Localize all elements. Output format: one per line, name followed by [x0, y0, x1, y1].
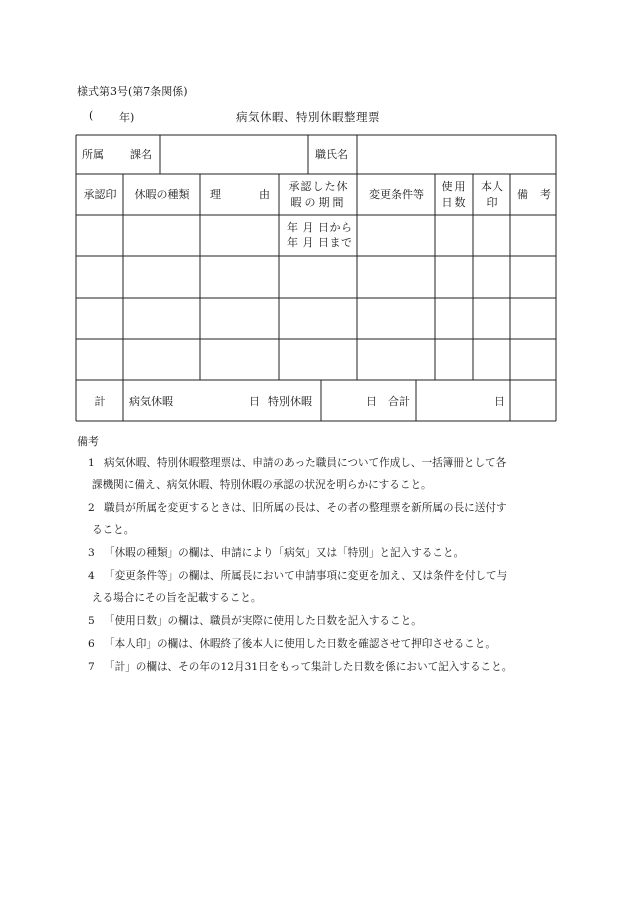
- header-days-used-2: 日数: [441, 196, 468, 209]
- year-open-paren: (: [89, 109, 94, 122]
- name-label: 職氏名: [315, 148, 348, 161]
- header-personal-seal-2: 印: [486, 196, 498, 209]
- total-sick-leave-label: 病気休暇: [129, 395, 173, 408]
- note-text: 「変更条件等」の欄は、所属長において申請事項に変更を加え、又は条件を付して与: [104, 570, 508, 582]
- note-text: 「休暇の種類」の欄は、申請により「病気」又は「特別」と記入すること。: [104, 547, 465, 559]
- total-label: 計: [94, 395, 106, 408]
- total-sick-day-unit: 日: [249, 395, 260, 408]
- note-text-continued: ること。: [92, 524, 135, 536]
- note-number: 1: [88, 457, 95, 469]
- note-number: 2: [88, 502, 95, 514]
- year-close-label: 年): [119, 111, 135, 124]
- header-personal-seal-1: 本人: [481, 180, 503, 193]
- period-from: 年 月 日から: [287, 221, 353, 234]
- header-days-used-1: 使用: [441, 180, 468, 193]
- form-title: 病気休暇、特別休暇整理票: [236, 110, 380, 124]
- period-to: 年 月 日まで: [287, 236, 353, 249]
- note-text: 病気休暇、特別休暇整理票は、申請のあった職員について作成し、一括簿冊として各: [104, 457, 507, 469]
- note-text-continued: 課機関に備え、病気休暇、特別休暇の承認の状況を明らかにすること。: [92, 479, 432, 491]
- header-reason-1: 理: [210, 188, 221, 201]
- header-remarks-1: 備: [517, 188, 528, 201]
- note-text: 「計」の欄は、その年の12月31日をもって集計した日数を係において記入すること。: [104, 661, 513, 673]
- header-change-conditions: 変更条件等: [369, 188, 424, 201]
- name-field[interactable]: [358, 139, 555, 172]
- affiliation-label: 所属: [82, 148, 104, 161]
- note-text: 職員が所属を変更するときは、旧所属の長は、その者の整理票を新所属の長に送付す: [104, 502, 507, 514]
- section-label: 課名: [130, 148, 152, 161]
- note-text: 「本人印」の欄は、休暇終了後本人に使用した日数を確認させて押印させること。: [104, 638, 496, 650]
- section-field[interactable]: [161, 139, 307, 172]
- total-special-leave-label: 特別休暇: [268, 395, 312, 408]
- note-number: 3: [88, 547, 95, 559]
- header-approved-period-1: 承認した休: [288, 180, 349, 193]
- total-sum-day-unit: 日: [494, 395, 505, 408]
- total-special-day-unit: 日: [366, 395, 377, 408]
- note-number: 5: [88, 615, 95, 627]
- note-number: 7: [88, 661, 95, 673]
- note-text: 「使用日数」の欄は、職員が実際に使用した日数を記入すること。: [104, 615, 422, 627]
- note-text-continued: える場合にその旨を記載すること。: [92, 592, 262, 604]
- total-sum-label: 合計: [388, 395, 410, 408]
- header-approved-period-2: 暇の期間: [290, 196, 347, 209]
- header-remarks-2: 考: [540, 188, 551, 201]
- header-approval-seal: 承認印: [83, 188, 117, 201]
- header-reason-2: 由: [259, 188, 270, 201]
- header-leave-type: 休暇の種類: [134, 188, 190, 201]
- note-number: 4: [88, 570, 95, 582]
- notes-heading: 備考: [77, 435, 99, 448]
- form-reference: 様式第3号(第7条関係): [77, 85, 188, 98]
- note-number: 6: [88, 638, 95, 650]
